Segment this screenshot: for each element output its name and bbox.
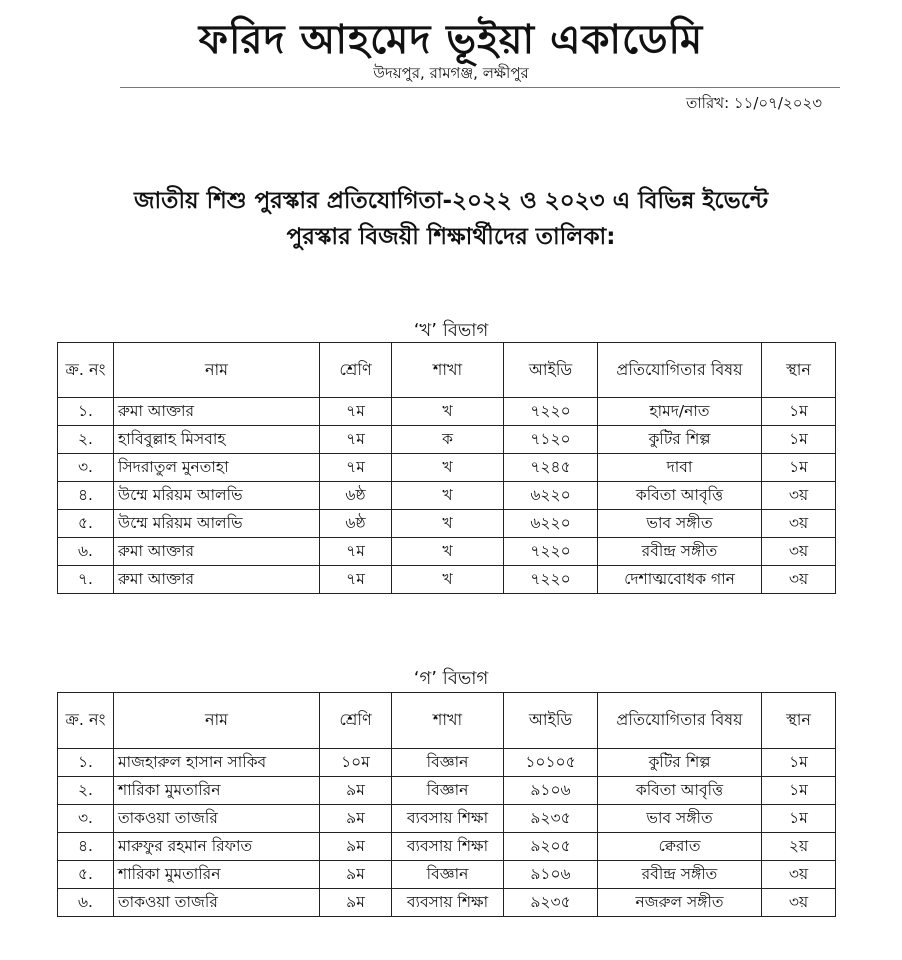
table-row (58, 398, 836, 426)
cell-name: শারিকা মুমতারিন (114, 861, 320, 889)
cell-position: ৩য় (762, 538, 836, 566)
cell-name: তাকওয়া তাজরি (114, 805, 320, 833)
table-row (58, 889, 836, 917)
cell-class: ৯ম (320, 777, 392, 805)
cell-serial: ৫. (58, 510, 114, 538)
cell-position: ১ম (762, 805, 836, 833)
cell-name: শারিকা মুমতারিন (114, 777, 320, 805)
cell-subject: কবিতা আবৃত্তি (598, 482, 762, 510)
section-ga-title: ‘গ’ বিভাগ (413, 668, 489, 689)
cell-class: ৬ষ্ঠ (320, 510, 392, 538)
col-name: নাম (114, 693, 320, 749)
cell-name: উম্মে মরিয়ম আলভি (114, 482, 320, 510)
cell-serial: ২. (58, 777, 114, 805)
table-row (58, 454, 836, 482)
cell-position: ৩য় (762, 889, 836, 917)
cell-id: ৭১২০ (504, 426, 598, 454)
cell-class: ৯ম (320, 805, 392, 833)
cell-position: ২য় (762, 833, 836, 861)
table-row (58, 777, 836, 805)
cell-name: মারুফুর রহমান রিফাত (114, 833, 320, 861)
cell-id: ৭২২০ (504, 538, 598, 566)
cell-id: ৭২২০ (504, 566, 598, 594)
cell-name: সিদরাতুল মুনতাহা (114, 454, 320, 482)
col-class: শ্রেণি (320, 343, 392, 398)
section-kha-rows (58, 398, 836, 594)
cell-branch: ব্যবসায় শিক্ষা (392, 889, 504, 917)
cell-branch: ব্যবসায় শিক্ষা (392, 805, 504, 833)
cell-serial: ৪. (58, 833, 114, 861)
cell-name: রুমা আক্তার (114, 538, 320, 566)
cell-subject: নজরুল সঙ্গীত (598, 889, 762, 917)
cell-name: রুমা আক্তার (114, 398, 320, 426)
cell-subject: রবীন্দ্র সঙ্গীত (598, 861, 762, 889)
cell-class: ৭ম (320, 398, 392, 426)
cell-class: ৯ম (320, 861, 392, 889)
cell-position: ১ম (762, 777, 836, 805)
institution-name: ফরিদ আহমেদ ভূইয়া একাডেমি (198, 17, 704, 63)
col-serial: ক্র. নং (58, 343, 114, 398)
cell-serial: ১. (58, 398, 114, 426)
document-title (0, 183, 902, 255)
cell-position: ১ম (762, 454, 836, 482)
section-kha-table (57, 342, 836, 594)
cell-subject: ভাব সঙ্গীত (598, 510, 762, 538)
cell-branch: বিজ্ঞান (392, 749, 504, 777)
title-line-1: জাতীয় শিশু পুরস্কার প্রতিযোগিতা-২০২২ ও ২০২৩ এ বিভিন্ন ইভেন্টে (133, 188, 769, 214)
col-class: শ্রেণি (320, 693, 392, 749)
cell-id: ৭২৪৫ (504, 454, 598, 482)
table-row (58, 426, 836, 454)
cell-branch: বিজ্ঞান (392, 777, 504, 805)
col-position: স্থান (762, 343, 836, 398)
cell-subject: কবিতা আবৃত্তি (598, 777, 762, 805)
col-branch: শাখা (392, 343, 504, 398)
table-header-row (58, 693, 836, 749)
cell-id: ১০১০৫ (504, 749, 598, 777)
col-subject: প্রতিযোগিতার বিষয় (598, 693, 762, 749)
cell-branch: খ (392, 538, 504, 566)
cell-serial: ৫. (58, 861, 114, 889)
cell-subject: কুটির শিল্প (598, 749, 762, 777)
cell-id: ৯২০৫ (504, 833, 598, 861)
cell-position: ১ম (762, 426, 836, 454)
cell-branch: খ (392, 454, 504, 482)
cell-serial: ৩. (58, 454, 114, 482)
cell-subject: ভাব সঙ্গীত (598, 805, 762, 833)
cell-position: ৩য় (762, 482, 836, 510)
cell-serial: ৬. (58, 538, 114, 566)
col-id: আইডি (504, 693, 598, 749)
cell-id: ৯১০৬ (504, 861, 598, 889)
cell-branch: খ (392, 566, 504, 594)
col-branch: শাখা (392, 693, 504, 749)
cell-class: ৯ম (320, 833, 392, 861)
cell-class: ৭ম (320, 426, 392, 454)
table-header-row (58, 343, 836, 398)
col-id: আইডি (504, 343, 598, 398)
cell-branch: ব্যবসায় শিক্ষা (392, 833, 504, 861)
cell-name: রুমা আক্তার (114, 566, 320, 594)
cell-class: ৭ম (320, 566, 392, 594)
table-row (58, 538, 836, 566)
cell-class: ৯ম (320, 889, 392, 917)
section-ga-table (57, 692, 836, 917)
cell-subject: দাবা (598, 454, 762, 482)
cell-id: ৭২২০ (504, 398, 598, 426)
cell-serial: ৪. (58, 482, 114, 510)
col-name: নাম (114, 343, 320, 398)
cell-class: ৬ষ্ঠ (320, 482, 392, 510)
document-date: তারিখ: ১১/০৭/২০২৩ (686, 94, 822, 112)
cell-name: উম্মে মরিয়ম আলভি (114, 510, 320, 538)
cell-branch: ক (392, 426, 504, 454)
cell-position: ৩য় (762, 861, 836, 889)
cell-position: ১ম (762, 749, 836, 777)
cell-id: ৯২৩৫ (504, 805, 598, 833)
cell-id: ৬২২০ (504, 510, 598, 538)
cell-name: মাজহারুল হাসান সাকিব (114, 749, 320, 777)
cell-branch: খ (392, 510, 504, 538)
cell-branch: বিজ্ঞান (392, 861, 504, 889)
cell-id: ৯২৩৫ (504, 889, 598, 917)
table-row (58, 510, 836, 538)
cell-serial: ৭. (58, 566, 114, 594)
section-kha-title: ‘খ’ বিভাগ (413, 320, 489, 341)
cell-name: তাকওয়া তাজরি (114, 889, 320, 917)
cell-position: ৩য় (762, 566, 836, 594)
table-row (58, 482, 836, 510)
header-divider (120, 87, 840, 88)
cell-subject: হামদ/নাত (598, 398, 762, 426)
cell-serial: ৩. (58, 805, 114, 833)
cell-id: ৬২২০ (504, 482, 598, 510)
cell-position: ৩য় (762, 510, 836, 538)
section-ga-rows (58, 749, 836, 917)
cell-class: ৭ম (320, 454, 392, 482)
cell-subject: কুটির শিল্প (598, 426, 762, 454)
cell-name: হাবিবুল্লাহ মিসবাহ (114, 426, 320, 454)
institution-address: উদয়পুর, রামগঞ্জ, লক্ষীপুর (373, 64, 529, 82)
cell-position: ১ম (762, 398, 836, 426)
col-subject: প্রতিযোগিতার বিষয় (598, 343, 762, 398)
table-row (58, 566, 836, 594)
title-line-2: পুরস্কার বিজয়ী শিক্ষার্থীদের তালিকা: (286, 224, 616, 250)
col-position: স্থান (762, 693, 836, 749)
cell-branch: খ (392, 398, 504, 426)
cell-branch: খ (392, 482, 504, 510)
cell-subject: দেশাত্মবোধক গান (598, 566, 762, 594)
col-serial: ক্র. নং (58, 693, 114, 749)
cell-serial: ৬. (58, 889, 114, 917)
cell-subject: ক্বেরাত (598, 833, 762, 861)
table-row (58, 861, 836, 889)
cell-serial: ১. (58, 749, 114, 777)
cell-class: ৭ম (320, 538, 392, 566)
table-row (58, 805, 836, 833)
cell-subject: রবীন্দ্র সঙ্গীত (598, 538, 762, 566)
table-row (58, 833, 836, 861)
cell-id: ৯১০৬ (504, 777, 598, 805)
cell-serial: ২. (58, 426, 114, 454)
cell-class: ১০ম (320, 749, 392, 777)
table-row (58, 749, 836, 777)
